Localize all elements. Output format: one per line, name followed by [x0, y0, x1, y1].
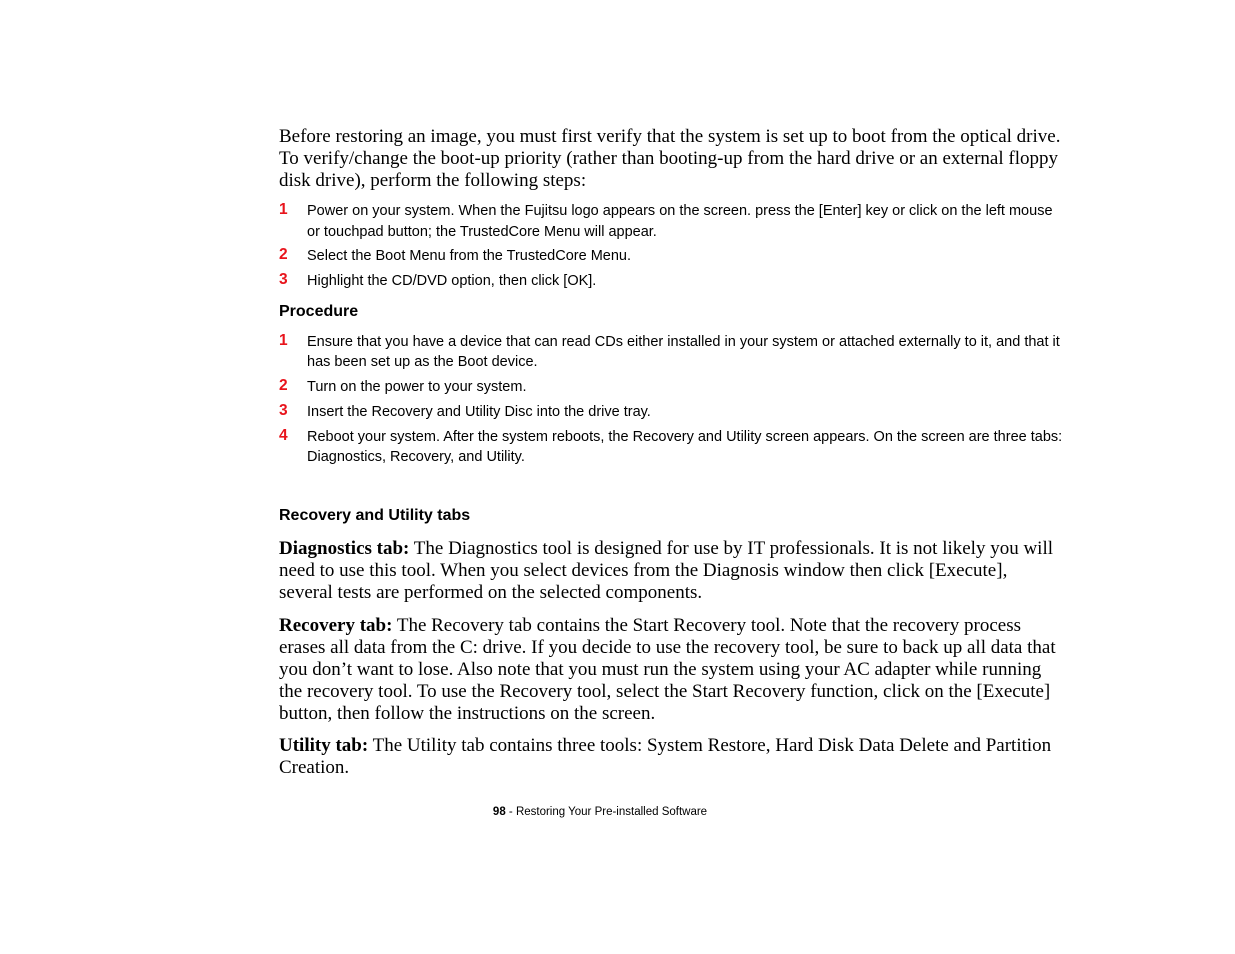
- step-text: Power on your system. When the Fujitsu logo appears on the screen. press the [Enter] key or click on the left mouse or touchpad button; the TrustedCore Menu will appear.: [307, 203, 1053, 240]
- boot-steps-list: [279, 201, 1065, 292]
- page-footer: [0, 806, 1200, 818]
- intro-paragraph: Before restoring an image, you must first verify that the system is set up to boot from the optical drive. To verify/change the boot-up priority (rather than booting-up from the hard drive or an external floppy disk drive), perform the following steps:: [279, 126, 1061, 191]
- list-item: [279, 402, 1065, 423]
- list-item: [279, 332, 1065, 373]
- step-text: Reboot your system. After the system reboots, the Recovery and Utility screen appears. On the screen are three tabs: Diagnostics, Recovery, and Utility.: [307, 428, 1063, 465]
- list-item: [279, 201, 1065, 242]
- diagnostics-paragraph: [279, 538, 1065, 604]
- list-item: [279, 271, 1065, 292]
- step-number: 4: [279, 426, 288, 444]
- page-number: 98: [492, 806, 506, 818]
- diagnostics-lead: Diagnostics tab:: [279, 537, 410, 559]
- utility-text: The Utility tab contains three tools: System Restore, Hard Disk Data Delete and Partition Creation.: [279, 734, 1052, 778]
- document-page: [279, 126, 1065, 779]
- step-text: Select the Boot Menu from the TrustedCore Menu.: [307, 248, 631, 264]
- step-number: 2: [279, 376, 288, 394]
- list-item: [279, 427, 1065, 468]
- footer-text: - Restoring Your Pre-installed Software: [505, 806, 708, 818]
- step-text: Highlight the CD/DVD option, then click [OK].: [307, 273, 597, 289]
- step-number: 3: [279, 401, 288, 419]
- utility-paragraph: [279, 735, 1065, 779]
- recovery-lead: Recovery tab:: [279, 614, 393, 636]
- recovery-paragraph: [279, 615, 1065, 725]
- utility-lead: Utility tab:: [279, 734, 369, 756]
- diagnostics-text: The Diagnostics tool is designed for use by IT professionals. It is not likely you will need to use this tool. When you select devices from the Diagnosis window then click [Execute], several tests are performed on the selected components.: [279, 537, 1054, 603]
- procedure-heading: Procedure: [279, 302, 359, 320]
- tabs-heading: Recovery and Utility tabs: [279, 506, 471, 524]
- step-number: 2: [279, 246, 288, 263]
- step-number: 1: [279, 331, 288, 349]
- list-item: [279, 377, 1065, 398]
- procedure-steps-list: [279, 332, 1065, 468]
- step-text: Ensure that you have a device that can read CDs either installed in your system or attached externally to it, and that it has been set up as the Boot device.: [307, 333, 1060, 370]
- recovery-text: The Recovery tab contains the Start Recovery tool. Note that the recovery process erases all data from the C: drive. If you decide to use the recovery tool, be sure to back up all data that you don’t want to lose. Also note that you must run the system using your AC adapter while running the recovery tool. To use the Recovery tool, select the Start Recovery function, click on the [Execute] button, then follow the instructions on the screen.: [279, 614, 1056, 724]
- list-item: [279, 246, 1065, 267]
- step-number: 3: [279, 271, 288, 288]
- step-text: Insert the Recovery and Utility Disc into the drive tray.: [307, 403, 651, 420]
- step-text: Turn on the power to your system.: [307, 378, 527, 395]
- step-number: 1: [279, 201, 288, 218]
